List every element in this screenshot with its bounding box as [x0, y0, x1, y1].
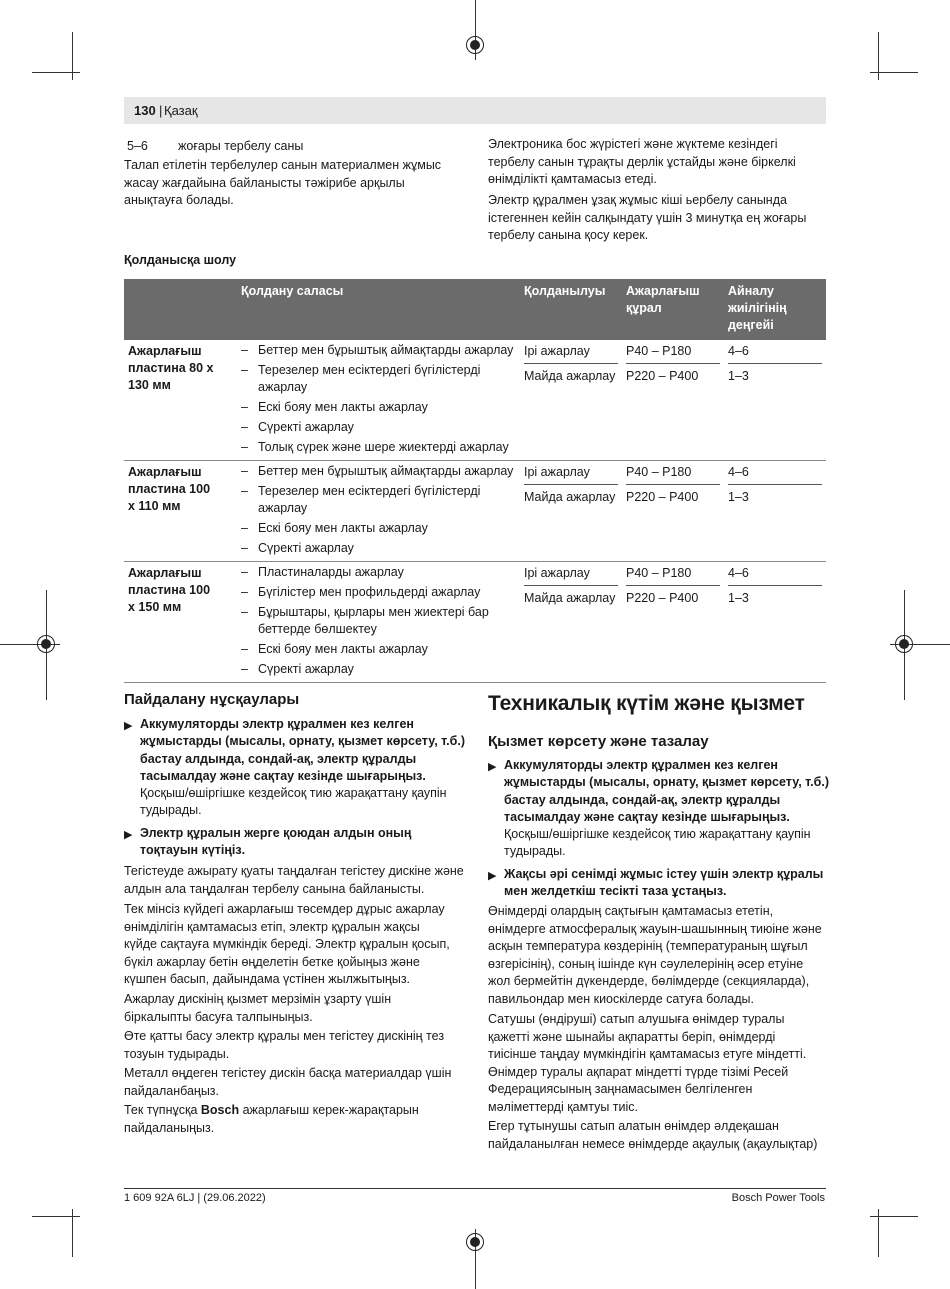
- table-header-cell: Ажарлағыш құрал: [622, 279, 724, 340]
- list-item: – Ескі бояу мен лакты ажарлау: [241, 641, 516, 658]
- list-item: – Пластиналарды ажарлау: [241, 564, 516, 581]
- warning-bold: Электр құралын жерге қоюдан алдын оның тоқтауын күтіңіз.: [140, 826, 412, 858]
- crop-mark: [32, 72, 80, 73]
- warning-block: [124, 716, 470, 820]
- table-row: [124, 461, 826, 562]
- table-header-cell: Айналу жиілігінің деңгейі: [724, 279, 826, 340]
- triangle-right-icon: ▶: [488, 870, 497, 882]
- warning-block: [488, 866, 844, 901]
- tool-value: P40 – P180: [626, 462, 720, 485]
- list-item: – Толық сүрек және шере жиектерді ажарлау: [241, 439, 516, 456]
- tool-value: P40 – P180: [626, 341, 720, 364]
- use-value: Майда ажарлау: [524, 591, 616, 605]
- paragraph: Тегістеуде ажырату қуаты таңдалған тегістеу дискіне және алдын ала таңдалған тербелу санына байланысты.: [124, 864, 464, 896]
- usage-table: [124, 279, 826, 683]
- table-row: [124, 562, 826, 683]
- list-item: – Сүректі ажарлау: [241, 419, 516, 436]
- paragraph: [124, 1102, 434, 1137]
- triangle-right-icon: ▶: [124, 720, 133, 732]
- list-item: – Сүректі ажарлау: [241, 661, 516, 678]
- registration-mark-icon: [37, 635, 55, 653]
- warning-bold: Аккумуляторды электр құралмен кез келген жұмыстарды (мысалы, орнату, қызмет көрсету, т.б.) бастау алдында, сондай-ақ, электр құралды тасымалдау және сақтау кезінде шығарыңыз.: [504, 758, 830, 824]
- warning-bold: Жақсы әрі сенімді жұмыс істеу үшін электр құралы мен желдеткіш тесікті таза ұстаңыз.: [504, 867, 824, 899]
- area-list: [241, 564, 516, 678]
- area-list: [241, 463, 516, 557]
- text-run: ажарлағыш керек-жарақтарын пайдаланыңыз.: [124, 1103, 419, 1135]
- level-value: 4–6: [728, 563, 822, 586]
- triangle-right-icon: ▶: [488, 761, 497, 773]
- paragraph: Өнімдерді олардың сақтығын қамтамасыз ететін, өнімдерге атмосфералық жауын-шашынның тиюіне және асқын температура көздерінің (температураның шұғыл өзгерісінің), соның ішінде күн сәулелерінің әсер етуіне жол бермейтін дүкендерде, бөлімдерде (секцияларда), павильондар мен киоскілерде сатуға болады.: [488, 904, 822, 1006]
- table-header-cell: Қолданылуы: [520, 279, 622, 340]
- paragraph: Сатушы (өндіруші) сатып алушыға өнімдер туралы қажетті және шынайы ақпаратты беріп, өнімдерді тиісінше таңдау мүмкіндігін қамтамасыз етуге міндетті. Өнімдер туралы ақпарат міндетті түрде тізімі Ресей Федерациясының заңнамасымен белгіленген мәліметтерді қамтуы тиіс.: [488, 1012, 807, 1114]
- intro-right-para1: Электроника бос жүрістегі және жүктеме кезіндегі тербелу санын тұрақты дерлік ұстайды және біркелкі өнімділікті қамтамасыз етеді.: [488, 137, 796, 186]
- level-value: 1–3: [728, 490, 749, 504]
- paragraph: Тек мінсіз күйдегі ажарлағыш төсемдер дұрыс ажарлау өнімділігін қамтамасыз етіп, электр құралын жақсы күйде сақтауға мүмкіндік береді. Электр құралын қосып, бүкіл ажарлау бетін өңделетін бетке қойыңыз және күшпен басып, дайындама үстінен жылжытыңыз.: [124, 902, 450, 986]
- list-item: – Бүгілістер мен профильдерді ажарлау: [241, 584, 516, 601]
- tool-value: P220 – P400: [626, 369, 699, 383]
- tool-value: P220 – P400: [626, 490, 699, 504]
- paragraph: Металл өңдеген тегістеу дискін басқа материалдар үшін пайдаланбаңыз.: [124, 1066, 452, 1098]
- warning-block: [488, 757, 834, 861]
- list-item: – Беттер мен бұрыштық аймақтарды ажарлау: [241, 463, 516, 480]
- page-number: 130: [134, 103, 156, 118]
- footer-divider: [124, 1188, 826, 1189]
- level-value: 4–6: [728, 462, 822, 485]
- intro-right-para2: Электр құралмен ұзақ жұмыс кіші ьербелу санында істегеннен кейін салқындату үшін 3 минутқа ең жоғары тербелу санына қосу керек.: [488, 193, 807, 242]
- paragraph: Ажарлау дискінің қызмет мерзімін ұзарту үшін біркалыпты басуға талпыныңыз.: [124, 992, 392, 1024]
- table-row: [124, 340, 826, 461]
- tool-value: P220 – P400: [626, 591, 699, 605]
- level-value: 1–3: [728, 369, 749, 383]
- table-caption: Қолданысқа шолу: [124, 253, 237, 267]
- paragraph: Егер тұтынушы сатып алатын өнімдер әлдеқашан пайдаланылған немесе өнімдерде ақаулық (ақаулықтар): [488, 1119, 818, 1151]
- footer-brand: Bosch Power Tools: [731, 1192, 825, 1204]
- use-value: Майда ажарлау: [524, 490, 616, 504]
- use-value: Ірі ажарлау: [524, 341, 618, 364]
- use-value: Ірі ажарлау: [524, 563, 618, 586]
- registration-mark-icon: [466, 36, 484, 54]
- crop-mark: [870, 1216, 918, 1217]
- header-language: Қазақ: [164, 103, 198, 118]
- use-value: Ірі ажарлау: [524, 462, 618, 485]
- plate-label: Ажарлағыш пластина 100 x 150 мм: [128, 566, 211, 614]
- page-header: [124, 97, 826, 124]
- crop-mark: [32, 1216, 80, 1217]
- intro-left-para: Талап етілетін тербелулер санын материалмен жұмыс жасау жағдайына байланысты тәжірибе арқылы анықтауға болады.: [124, 158, 442, 207]
- section-title: Техникалық күтім және қызмет: [488, 692, 805, 715]
- list-item: – Бұрыштары, қырлары мен жиектері бар беттерде бөлшектеу: [241, 604, 516, 638]
- section-heading: Пайдалану нұсқаулары: [124, 691, 300, 708]
- section-subheading: Қызмет көрсету және тазалау: [488, 733, 709, 750]
- warning-block: [124, 825, 450, 860]
- registration-mark-icon: [466, 1233, 484, 1251]
- plate-label: Ажарлағыш пластина 80 x 130 мм: [128, 344, 214, 392]
- area-list: [241, 342, 516, 456]
- paragraph: Өте қатты басу электр құралы мен тегістеу дискінің тез тозуын тудырады.: [124, 1029, 445, 1061]
- warning-text: Қосқыш/өшіргішке кездейсоқ тию жарақаттану қаупін тудырады.: [504, 827, 811, 859]
- table-header-cell: Қолдану саласы: [237, 279, 520, 340]
- level-value: 1–3: [728, 591, 749, 605]
- list-item: – Ескі бояу мен лакты ажарлау: [241, 399, 516, 416]
- plate-label: Ажарлағыш пластина 100 x 110 мм: [128, 465, 211, 513]
- list-item: – Беттер мен бұрыштық аймақтарды ажарлау: [241, 342, 516, 359]
- list-item: – Ескі бояу мен лакты ажарлау: [241, 520, 516, 537]
- crop-mark: [870, 72, 918, 73]
- brand-name: Bosch: [200, 1103, 240, 1117]
- footer-doc-id: 1 609 92A 6LJ | (29.06.2022): [124, 1192, 266, 1204]
- intro-item-text: жоғары тербелу саны: [178, 139, 304, 153]
- tool-value: P40 – P180: [626, 563, 720, 586]
- registration-mark-icon: [895, 635, 913, 653]
- list-item: – Терезелер мен есіктердегі бүгілістерді ажарлау: [241, 362, 516, 396]
- warning-bold: Аккумуляторды электр құралмен кез келген жұмыстарды (мысалы, орнату, қызмет көрсету, т.б.) бастау алдында, сондай-ақ, электр құралды тасымалдау және сақтау кезінде шығарыңыз.: [140, 717, 466, 783]
- text-run: Тек түпнұсқа: [124, 1103, 198, 1117]
- use-value: Майда ажарлау: [524, 369, 616, 383]
- triangle-right-icon: ▶: [124, 829, 133, 841]
- list-item: – Сүректі ажарлау: [241, 540, 516, 557]
- level-value: 4–6: [728, 341, 822, 364]
- header-separator: |: [159, 103, 163, 118]
- list-item: – Терезелер мен есіктердегі бүгілістерді ажарлау: [241, 483, 516, 517]
- table-header-cell: [124, 279, 237, 340]
- warning-text: Қосқыш/өшіргішке кездейсоқ тию жарақаттану қаупін тудырады.: [140, 786, 447, 818]
- intro-item-num: 5–6: [127, 139, 148, 153]
- table-header-row: [124, 279, 826, 340]
